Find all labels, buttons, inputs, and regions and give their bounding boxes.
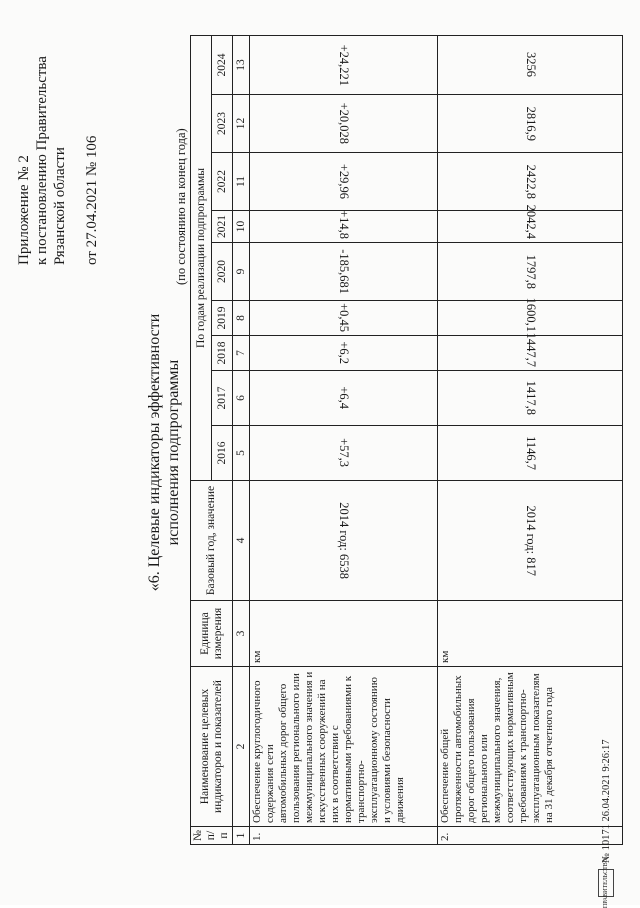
row-base-value [438, 481, 623, 601]
header-base: Базовый год, значение [191, 481, 233, 601]
value-text: +0,45 [337, 303, 351, 332]
row-unit: км [438, 601, 623, 667]
header-year: 2024 [212, 35, 233, 94]
row-year-value [438, 153, 623, 211]
column-number: 12 [233, 95, 250, 153]
value-text: 1417,8 [523, 380, 538, 416]
value-text: 2816,9 [523, 106, 538, 141]
row-year-value [250, 95, 438, 153]
row-base-value-text: 2014 год: 6538 [337, 502, 351, 579]
row-year-value [250, 426, 438, 481]
header-year: 2018 [212, 336, 233, 371]
header-year: 2020 [212, 243, 233, 301]
row-year-value [438, 426, 623, 481]
column-number: 10 [233, 211, 250, 243]
header-unit: Единица измерения [191, 601, 233, 667]
value-text: +6,4 [337, 386, 351, 410]
row-number: 1. [250, 827, 438, 845]
value-text: 1600,1 [523, 297, 538, 332]
row-indicator-name: Обеспечение круглогодичного содержания сети автомобильных дорог общего пользования регионального или межмуниципального значения и искусственных сооружений на них в соответствии с нормативными требованиями к транспортно-эксплуатационному состоянию и условиями безопасности движения [250, 667, 438, 827]
value-text: 2422,8 [523, 164, 538, 199]
header-num: № п/п [191, 827, 233, 845]
indicators-table [190, 35, 623, 845]
row-year-value [438, 95, 623, 153]
row-year-value [438, 371, 623, 426]
row-year-value [438, 297, 623, 336]
row-number: 2. [438, 827, 623, 845]
value-text: -185,681 [337, 249, 351, 294]
header-year: 2023 [212, 95, 233, 153]
table-row [250, 35, 438, 844]
header-year: 2021 [212, 211, 233, 243]
column-number: 5 [233, 426, 250, 481]
column-number: 4 [233, 481, 250, 601]
stamp-text: № 10171 26.04.2021 9:26:17 [600, 739, 612, 863]
row-year-value [250, 371, 438, 426]
row-base-value [250, 481, 438, 601]
row-unit: км [250, 601, 438, 667]
row-year-value [250, 243, 438, 301]
value-text: +24,221 [337, 44, 351, 86]
value-text: +57,3 [337, 438, 351, 468]
value-text: 1797,8 [523, 254, 538, 289]
header-year: 2016 [212, 426, 233, 481]
row-base-value-text: 2014 год: 817 [523, 505, 538, 576]
value-text: 1146,7 [523, 436, 538, 470]
appendix-line-3: Рязанской области [52, 147, 68, 265]
table-note: (по состоянию на конец года) [174, 128, 188, 285]
value-text: 2042,4 [523, 204, 538, 239]
appendix-date: от 27.04.2021 № 106 [84, 135, 100, 265]
column-numbers-row [233, 35, 250, 844]
row-indicator-name: Обеспечение общей протяженности автомобильных дорог общего пользования регионального или межмуниципального значения, соответствующих нормативным требованиям к транспортно-эксплуатационным показателям на 31 декабря отчетного года [438, 667, 623, 827]
appendix-block [15, 10, 101, 265]
row-year-value [438, 35, 623, 94]
row-year-value [438, 204, 623, 243]
column-number: 13 [233, 35, 250, 94]
header-year: 2017 [212, 371, 233, 426]
header-name: Наименование целевых индикаторов и показателей [191, 667, 233, 827]
row-year-value [438, 332, 623, 371]
header-year: 2019 [212, 301, 233, 336]
value-text: +14,8 [337, 210, 351, 239]
stamp-logo: ПРАВИТЕЛЬСТВО [598, 869, 614, 897]
value-text: +6,2 [337, 341, 351, 365]
row-year-value [250, 301, 438, 336]
header-year: 2022 [212, 153, 233, 211]
row-year-value [438, 243, 623, 301]
value-text: 1447,7 [523, 332, 538, 367]
row-year-value [250, 211, 438, 243]
header-row-1 [191, 35, 212, 844]
registration-stamp [598, 739, 614, 908]
column-number: 6 [233, 371, 250, 426]
value-text: +20,028 [337, 102, 351, 145]
header-years-group: По годам реализации подпрограммы [191, 35, 212, 480]
column-number: 7 [233, 336, 250, 371]
appendix-line-2: к постановлению Правительства [34, 56, 50, 265]
table-row [438, 35, 623, 844]
value-text: 3256 [523, 52, 538, 78]
value-text: +29,96 [337, 163, 351, 200]
row-year-value [250, 35, 438, 94]
title-line-1: «6. Целевые индикаторы эффективности [146, 313, 163, 592]
title-line-2: исполнения подпрограммы [165, 359, 182, 546]
column-number: 9 [233, 243, 250, 301]
column-number: 2 [233, 667, 250, 827]
column-number: 3 [233, 601, 250, 667]
column-number: 8 [233, 301, 250, 336]
row-year-value [250, 153, 438, 211]
column-number: 1 [233, 827, 250, 845]
row-year-value [250, 336, 438, 371]
appendix-line-1: Приложение № 2 [16, 155, 32, 265]
column-number: 11 [233, 153, 250, 211]
